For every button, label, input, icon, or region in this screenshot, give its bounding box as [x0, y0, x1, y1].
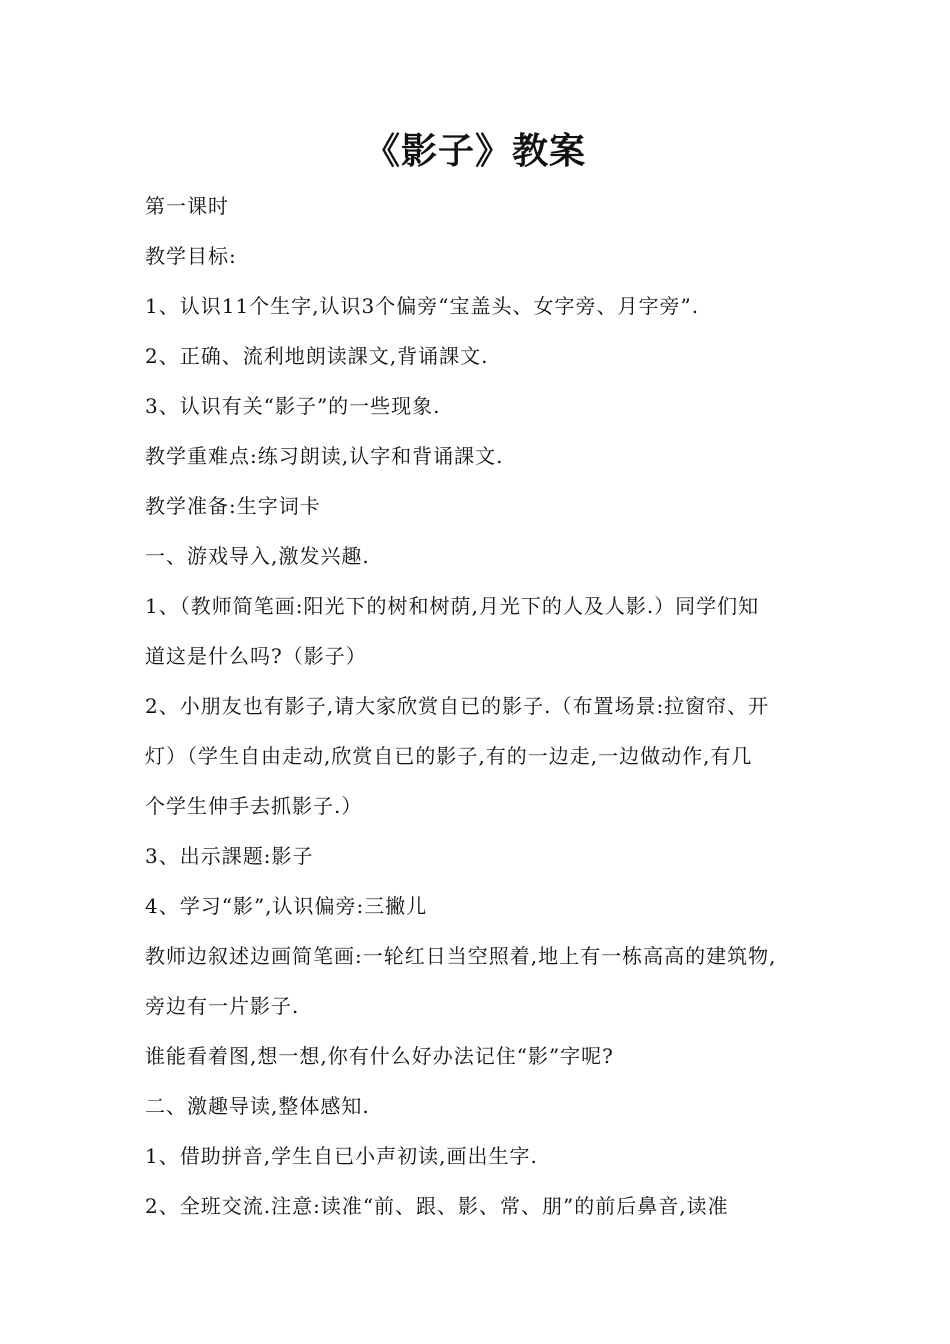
- document-body: [145, 181, 810, 1231]
- section-heading-objectives: 教学目标:: [145, 244, 237, 268]
- paragraph-line: 2、小朋友也有影子,请大家欣赏自已的影子.（布置场景:拉窗帘、开: [145, 694, 770, 718]
- paragraph-line: 灯）（学生自由走动,欣赏自已的影子,有的一边走,一边做动作,有几: [145, 744, 753, 768]
- paragraph-line: 1、借助拼音,学生自已小声初读,画出生字.: [145, 1144, 538, 1168]
- section-heading-2: 二、激趣导读,整体感知.: [145, 1094, 370, 1118]
- paragraph-line: 谁能看着图,想一想,你有什么好办法记住“影”字呢?: [145, 1044, 614, 1068]
- objective-3: 3、认识有关“影子”的一些现象.: [145, 394, 441, 418]
- paragraph-line: 旁边有一片影子.: [145, 994, 300, 1018]
- lesson-period: 第一课时: [145, 194, 229, 218]
- paragraph-line: 道这是什么吗?（影子）: [145, 644, 367, 668]
- paragraph-line: 教师边叙述边画简笔画:一轮红日当空照着,地上有一栋高高的建筑物,: [145, 944, 777, 968]
- paragraph-line: 2、全班交流.注意:读准“前、跟、影、常、朋”的前后鼻音,读准: [145, 1194, 729, 1218]
- paragraph-line: 1、（教师简笔画:阳光下的树和树荫,月光下的人及人影.）同学们知: [145, 594, 760, 618]
- objective-2: 2、正确、流利地朗读課文,背诵課文.: [145, 344, 489, 368]
- paragraph-line: 3、出示課题:影子: [145, 844, 314, 868]
- section-heading-1: 一、游戏导入,激发兴趣.: [145, 544, 370, 568]
- paragraph-line: 4、学习“影”,认识偏旁:三撇儿: [145, 894, 428, 918]
- document-title: 《影子》教案: [363, 130, 586, 172]
- key-difficulties: 教学重难点:练习朗读,认字和背诵課文.: [145, 444, 504, 468]
- objective-1: 1、认识11个生字,认识3个偏旁“宝盖头、女字旁、月字旁”.: [145, 294, 700, 318]
- teaching-preparation: 教学准备:生字词卡: [145, 494, 321, 518]
- paragraph-line: 个学生伸手去抓影子.）: [145, 794, 363, 818]
